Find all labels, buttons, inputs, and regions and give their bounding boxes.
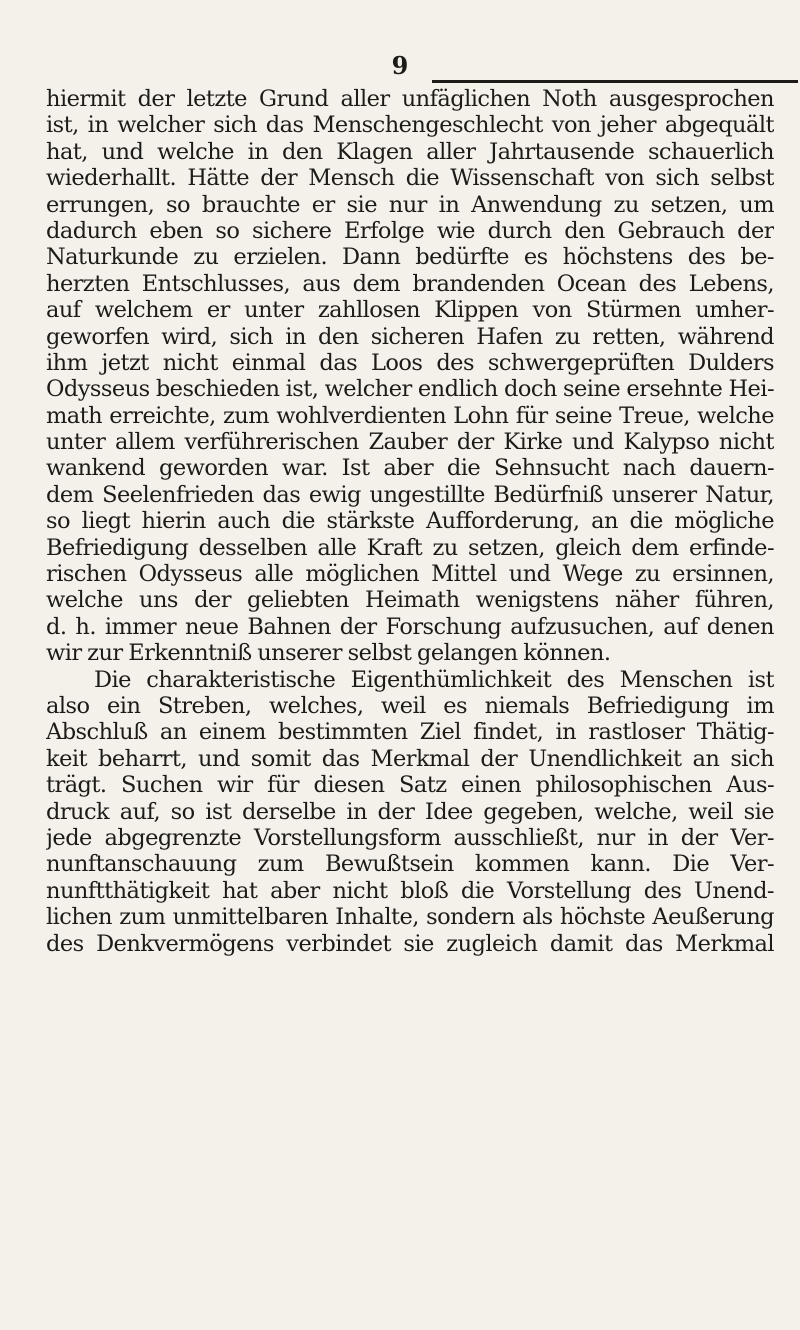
text-line: jede abgegrenzte Vorstellungsform ausschließt, nur in der Ver- (46, 824, 774, 851)
body-text (46, 86, 774, 957)
text-line: dadurch eben so sichere Erfolge wie durch den Gebrauch der (46, 217, 774, 244)
text-line: wankend geworden war. Ist aber die Sehnsucht nach dauern- (46, 455, 774, 482)
text-line: rischen Odysseus alle möglichen Mittel und Wege zu ersinnen, (46, 561, 774, 588)
text-line: dem Seelenfrieden das ewig ungestillte Bedürfniß unserer Natur, (46, 481, 774, 508)
text-line: ihm jetzt nicht einmal das Loos des schwergeprüften Dulders (46, 349, 774, 376)
text-line: druck auf, so ist derselbe in der Idee gegeben, welche, weil sie (46, 798, 774, 825)
page-number: 9 (391, 51, 409, 80)
text-line: also ein Streben, welches, weil es niemals Befriedigung im (46, 692, 774, 719)
text-line: herzten Entschlusses, aus dem brandenden Ocean des Lebens, (46, 270, 774, 297)
text-line: lichen zum unmittelbaren Inhalte, sondern als höchste Aeußerung (46, 904, 774, 931)
text-line: hiermit der letzte Grund aller unfäglichen Noth ausgesprochen (46, 86, 774, 112)
text-line: geworfen wird, sich in den sicheren Hafen zu retten, während (46, 323, 774, 350)
text-line: wiederhallt. Hätte der Mensch die Wissenschaft von sich selbst (46, 165, 774, 192)
text-line: so liegt hierin auch die stärkste Aufforderung, an die mögliche (46, 508, 774, 535)
text-line: unter allem verführerischen Zauber der Kirke und Kalypso nicht (46, 429, 774, 456)
text-line: keit beharrt, und somit das Merkmal der Unendlichkeit an sich (46, 745, 774, 772)
header-rule (432, 80, 798, 83)
text-line: Die charakteristische Eigenthümlichkeit des Menschen ist (94, 666, 774, 693)
text-line: wir zur Erkenntniß unserer selbst gelangen können. (46, 640, 611, 667)
text-line: nunftanschauung zum Bewußtsein kommen kann. Die Ver- (46, 851, 774, 878)
text-line: des Denkvermögens verbindet sie zugleich damit das Merkmal (46, 930, 774, 957)
text-line: hat, und welche in den Klagen aller Jahrtausende schauerlich (46, 138, 774, 165)
text-line: Odysseus beschieden ist, welcher endlich doch seine ersehnte Hei- (46, 376, 774, 403)
text-line: trägt. Suchen wir für diesen Satz einen philosophischen Aus- (46, 772, 774, 799)
text-line: welche uns der geliebten Heimath wenigstens näher führen, (46, 587, 774, 614)
text-line: ist, in welcher sich das Menschengeschlecht von jeher abgequält (46, 112, 774, 139)
text-line: Naturkunde zu erzielen. Dann bedürfte es höchstens des be- (46, 244, 774, 271)
text-line: Abschluß an einem bestimmten Ziel findet, in rastloser Thätig- (46, 719, 774, 746)
text-line: Befriedigung desselben alle Kraft zu setzen, gleich dem erfinde- (46, 534, 774, 561)
text-line: errungen, so brauchte er sie nur in Anwendung zu setzen, um (46, 191, 774, 218)
text-line: nunftthätigkeit hat aber nicht bloß die Vorstellung des Unend- (46, 877, 774, 904)
text-line: d. h. immer neue Bahnen der Forschung aufzusuchen, auf denen (46, 613, 774, 640)
text-line: math erreichte, zum wohlverdienten Lohn für seine Treue, welche (46, 402, 774, 429)
text-line: auf welchem er unter zahllosen Klippen von Stürmen umher- (46, 297, 774, 324)
